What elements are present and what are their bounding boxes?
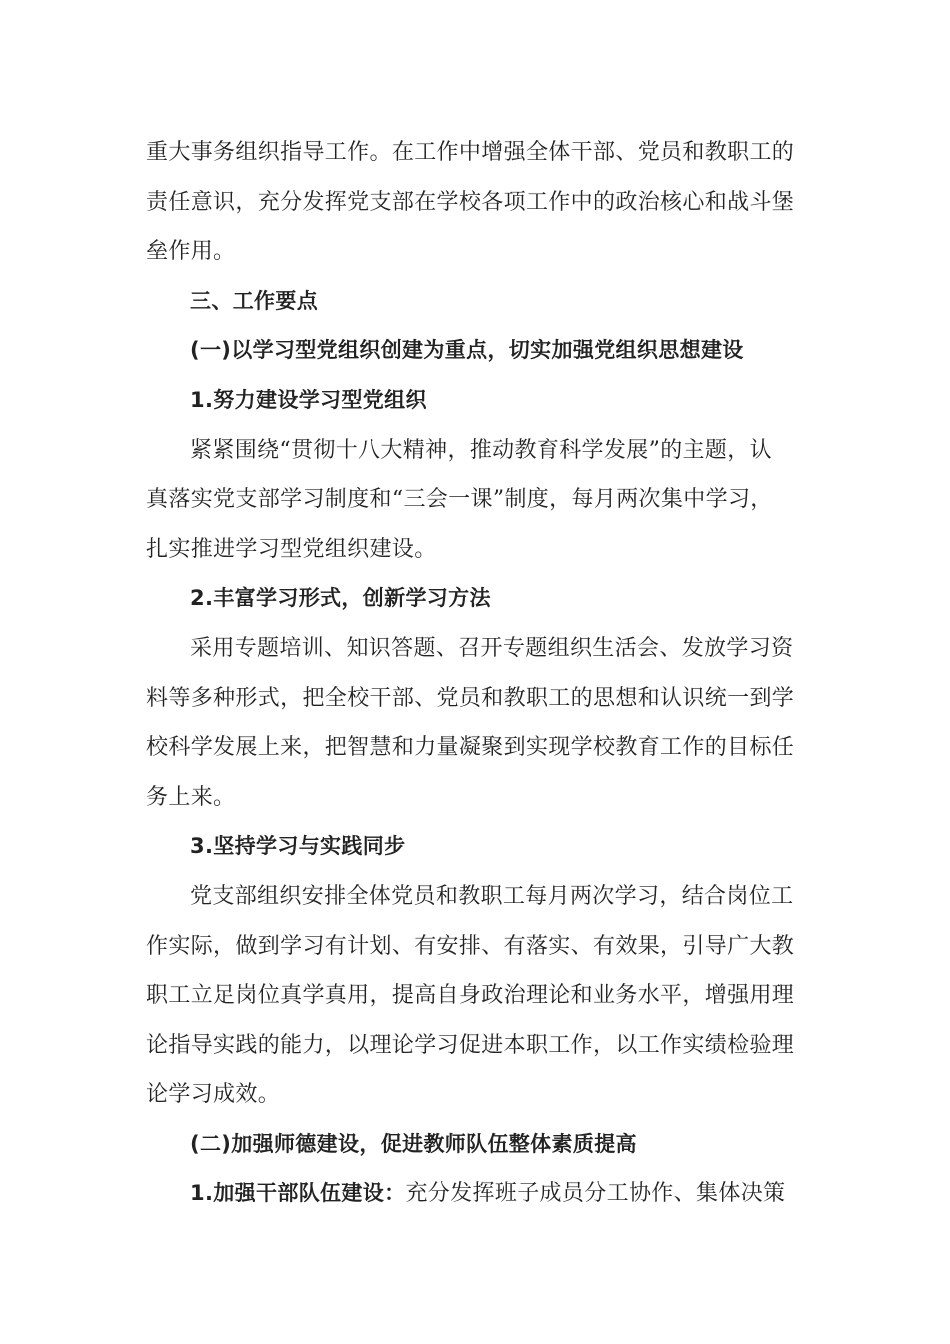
body-text-line: 务上来。 bbox=[146, 784, 236, 810]
body-text-line: 职工立足岗位真学真用，提高自身政治理论和业务水平，增强用理 bbox=[146, 983, 795, 1009]
body-text-line: 紧紧围绕“贯彻十八大精神，推动教育科学发展”的主题，认 bbox=[190, 437, 772, 463]
body-text-line: 校科学发展上来，把智慧和力量凝聚到实现学校教育工作的目标任 bbox=[146, 735, 795, 761]
item-heading: 3.坚持学习与实践同步 bbox=[190, 834, 406, 859]
body-text-line: 重大事务组织指导工作。在工作中增强全体干部、党员和教职工的 bbox=[146, 140, 795, 165]
body-text-line: 责任意识，充分发挥党支部在学校各项工作中的政治核心和战斗堡 bbox=[146, 189, 795, 215]
mixed-text-line bbox=[146, 1169, 808, 1219]
subsection-heading: (二)加强师德建设，促进教师队伍整体素质提高 bbox=[190, 1131, 637, 1156]
body-text-line: 党支部组织安排全体党员和教职工每月两次学习，结合岗位工 bbox=[190, 883, 794, 909]
section-heading: 三、工作要点 bbox=[190, 288, 319, 313]
item-heading: 2.丰富学习形式，创新学习方法 bbox=[190, 586, 491, 611]
body-text-line: 论学习成效。 bbox=[146, 1082, 281, 1108]
body-text-line: 垒作用。 bbox=[146, 239, 236, 265]
body-text-line: 采用专题培训、知识答题、召开专题组织生活会、发放学习资 bbox=[190, 635, 794, 661]
body-text-line: 扎实推进学习型党组织建设。 bbox=[146, 536, 437, 562]
item-heading: 1.努力建设学习型党组织 bbox=[190, 387, 427, 412]
inline-bold-lead: 1.加强干部队伍建设： bbox=[190, 1181, 406, 1206]
subsection-heading: (一)以学习型党组织创建为重点，切实加强党组织思想建设 bbox=[190, 338, 744, 363]
body-text-line: 真落实党支部学习制度和“三会一课”制度，每月两次集中学习， bbox=[146, 487, 773, 513]
body-text-line: 料等多种形式，把全校干部、党员和教职工的思想和认识统一到学 bbox=[146, 685, 795, 711]
body-text-line: 作实际，做到学习有计划、有安排、有落实、有效果，引导广大教 bbox=[146, 933, 795, 959]
inline-body-text: 充分发挥班子成员分工协作、集体决策 bbox=[405, 1181, 786, 1207]
document-body bbox=[146, 128, 808, 1219]
body-text-line: 论指导实践的能力，以理论学习促进本职工作，以工作实绩检验理 bbox=[146, 1032, 795, 1058]
